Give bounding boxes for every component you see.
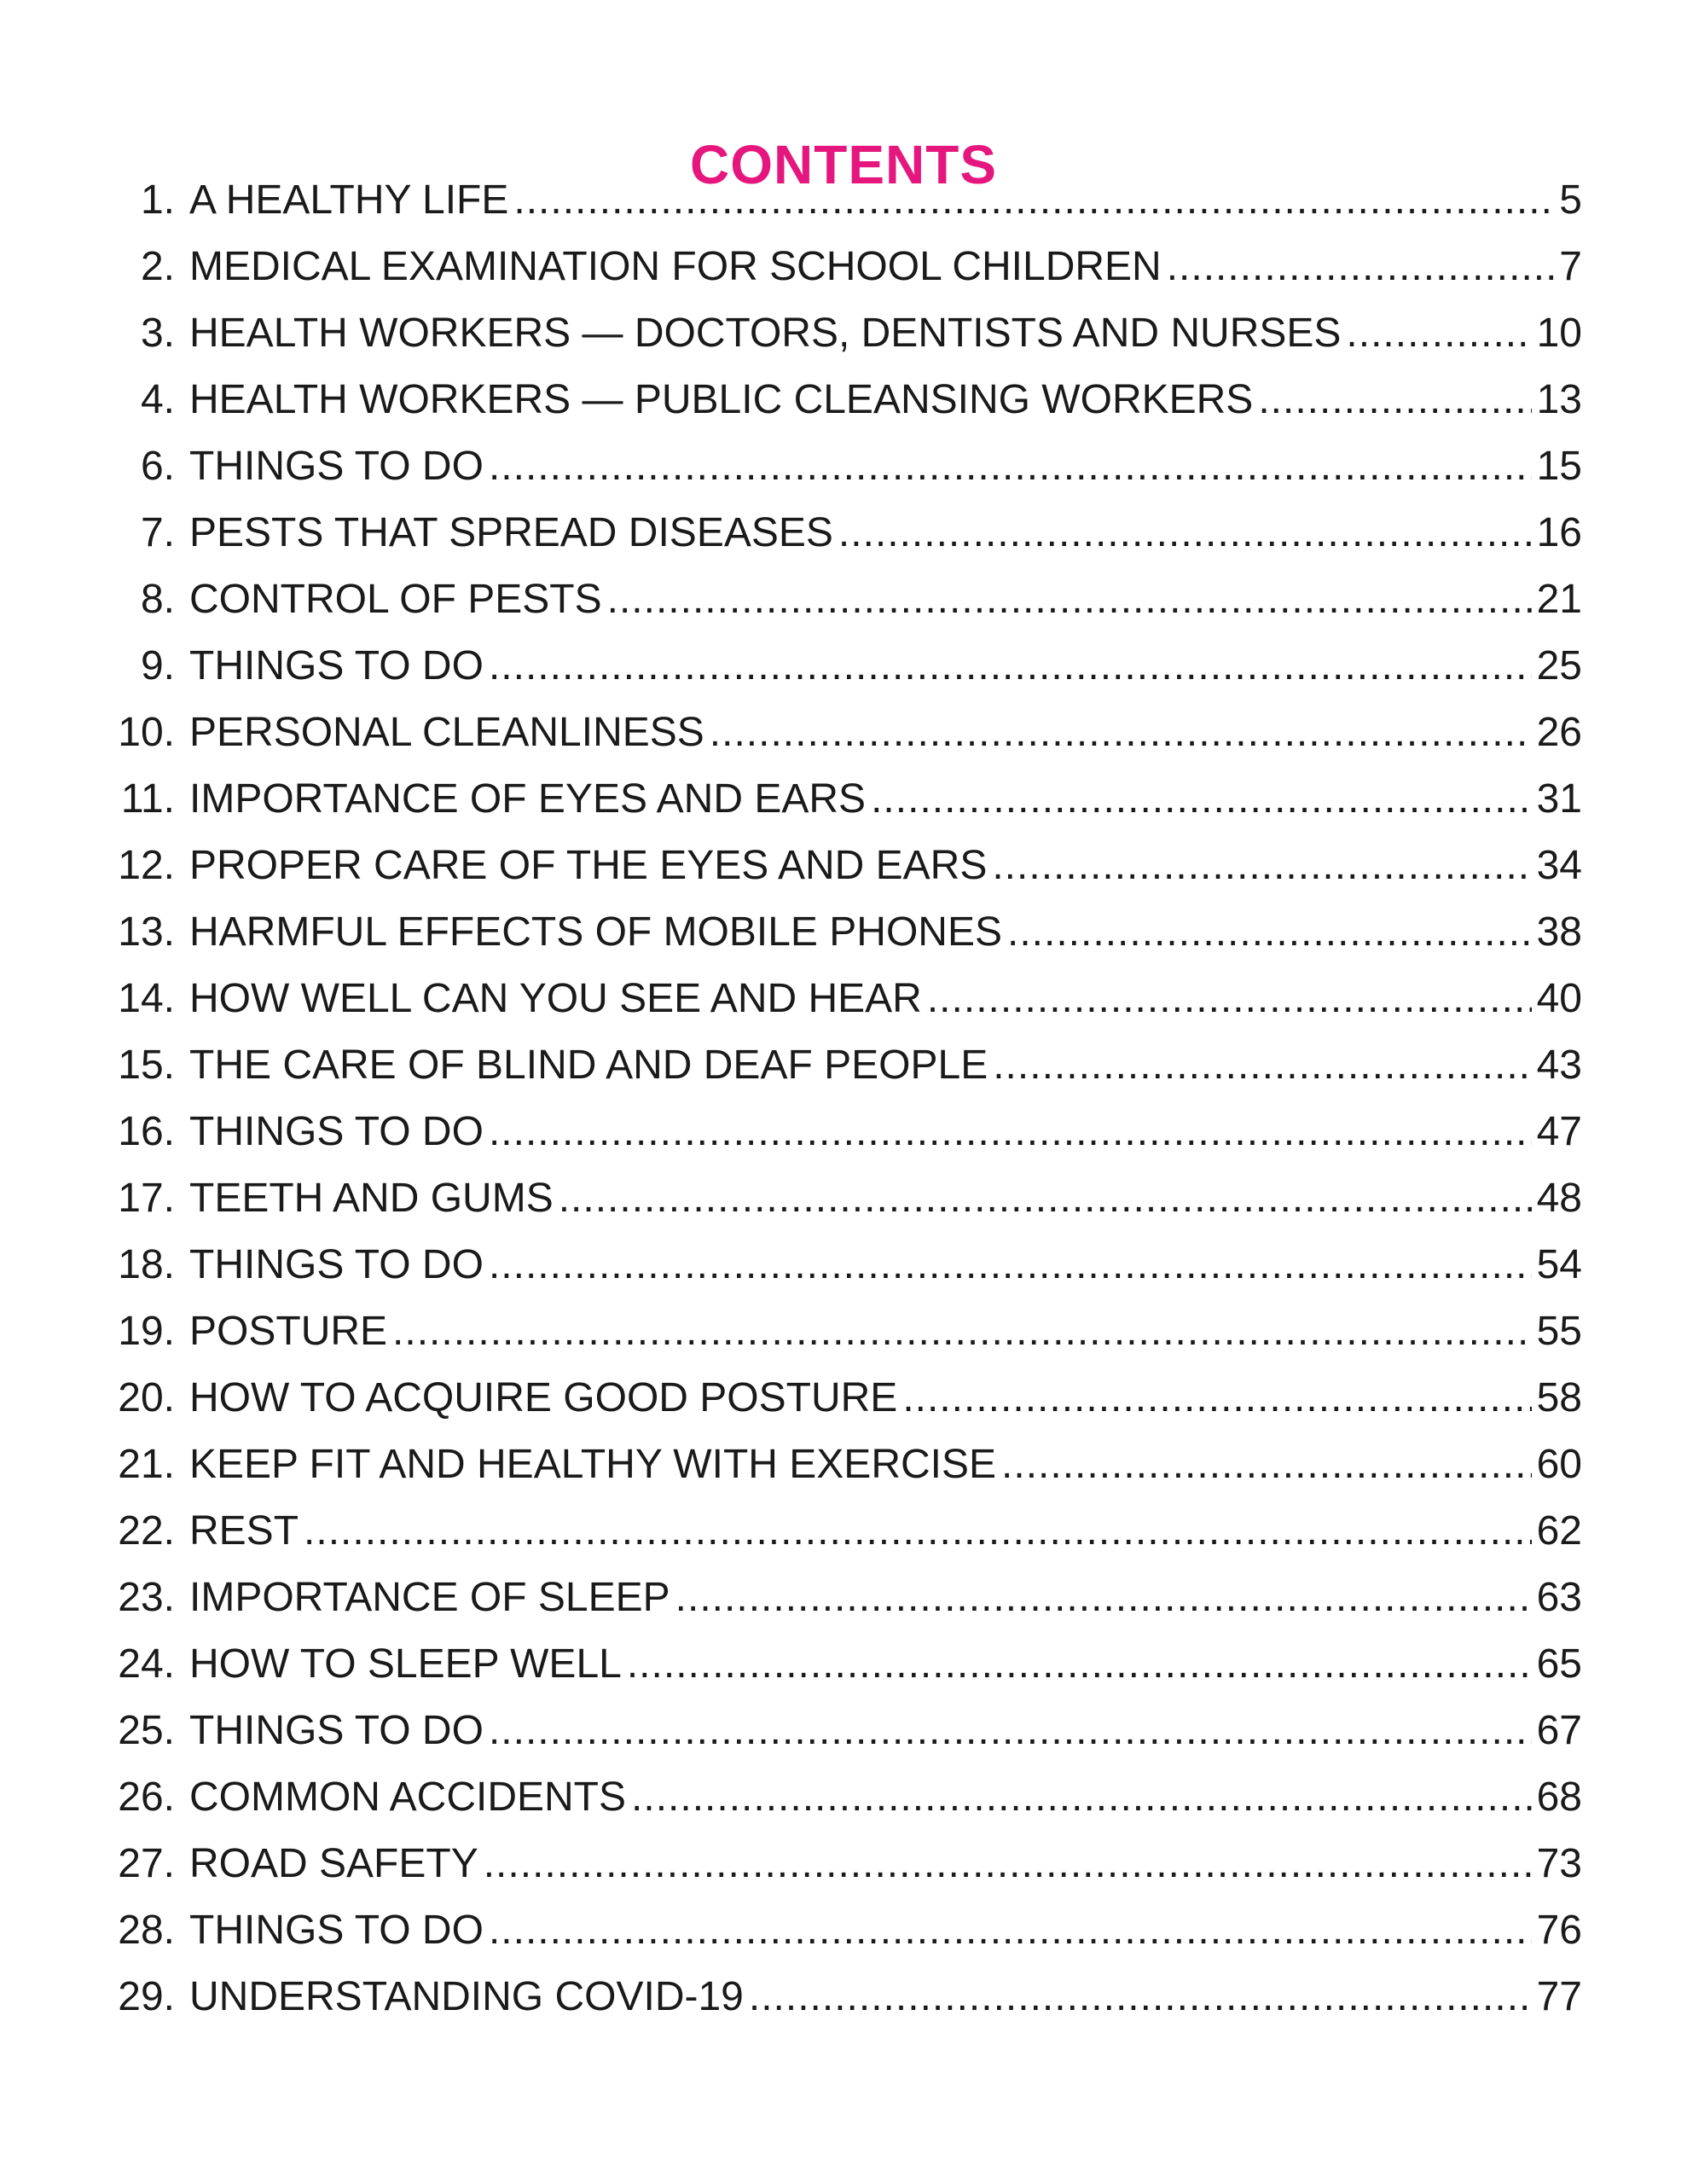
toc-entry-number: 1.: [140, 177, 175, 223]
dot-leader: [627, 1631, 1532, 1698]
toc-entry-number: 23.: [118, 1575, 175, 1620]
toc-entry-number: 2.: [140, 244, 175, 289]
dot-leader: [1167, 234, 1555, 300]
toc-entry[interactable]: [94, 966, 1582, 1032]
toc-entry-page-number: 68: [1536, 1774, 1582, 1820]
toc-entry[interactable]: [94, 1298, 1582, 1365]
toc-entry[interactable]: [94, 167, 1582, 234]
dot-leader: [392, 1298, 1532, 1365]
toc-entry[interactable]: [94, 1498, 1582, 1565]
toc-entry-number: 3.: [140, 311, 175, 356]
toc-entry[interactable]: [94, 300, 1582, 367]
toc-entry-title: TEETH AND GUMS: [189, 1176, 554, 1221]
toc-entry-page-number: 34: [1536, 843, 1582, 888]
toc-entry-number: 25.: [118, 1708, 175, 1753]
toc-entry-number: 20.: [118, 1375, 175, 1420]
dot-leader: [513, 167, 1554, 234]
toc-entry-number: 14.: [118, 976, 175, 1021]
toc-entry-title: REST: [189, 1508, 299, 1554]
toc-entry-number: 27.: [118, 1841, 175, 1886]
toc-entry-title: THINGS TO DO: [189, 1908, 484, 1953]
toc-entry-title: HOW WELL CAN YOU SEE AND HEAR: [189, 976, 922, 1021]
toc-entry[interactable]: [94, 1764, 1582, 1831]
dot-leader: [1346, 300, 1531, 367]
toc-entry-title: HOW TO ACQUIRE GOOD POSTURE: [189, 1375, 898, 1420]
toc-entry-title: THINGS TO DO: [189, 643, 484, 688]
dot-leader: [631, 1764, 1532, 1831]
dot-leader: [489, 1897, 1532, 1964]
toc-entry[interactable]: [94, 1897, 1582, 1964]
toc-entry-page-number: 54: [1536, 1242, 1582, 1287]
toc-entry-number: 16.: [118, 1109, 175, 1154]
toc-entry[interactable]: [94, 1032, 1582, 1099]
dot-leader: [927, 966, 1532, 1032]
dot-leader: [489, 433, 1532, 500]
toc-entry[interactable]: [94, 1565, 1582, 1631]
dot-leader: [675, 1565, 1532, 1631]
toc-entry-number: 15.: [118, 1043, 175, 1088]
toc-entry-number: 28.: [118, 1908, 175, 1953]
toc-entry-number: 13.: [118, 909, 175, 955]
dot-leader: [607, 566, 1532, 633]
toc-entry-number: 8.: [140, 577, 175, 622]
table-of-contents: [94, 167, 1582, 2030]
toc-entry-number: 22.: [118, 1508, 175, 1554]
toc-entry-title: THINGS TO DO: [189, 444, 484, 489]
toc-entry-title: A HEALTHY LIFE: [189, 177, 509, 223]
toc-entry[interactable]: [94, 766, 1582, 833]
dot-leader: [749, 1964, 1532, 2030]
toc-entry-page-number: 10: [1536, 311, 1582, 356]
dot-leader: [871, 766, 1532, 833]
toc-entry-page-number: 26: [1536, 710, 1582, 755]
dot-leader: [559, 1165, 1532, 1232]
toc-entry-number: 9.: [140, 643, 175, 688]
toc-entry-number: 17.: [118, 1176, 175, 1221]
toc-entry-title: HEALTH WORKERS — PUBLIC CLEANSING WORKERS: [189, 377, 1254, 422]
toc-entry-title: IMPORTANCE OF SLEEP: [189, 1575, 670, 1620]
toc-entry[interactable]: [94, 1432, 1582, 1498]
dot-leader: [304, 1498, 1532, 1565]
toc-entry-page-number: 15: [1536, 444, 1582, 489]
dot-leader: [838, 500, 1532, 566]
dot-leader: [489, 1099, 1532, 1165]
dot-leader: [489, 633, 1532, 700]
toc-entry-page-number: 55: [1536, 1309, 1582, 1354]
toc-entry-page-number: 65: [1536, 1641, 1582, 1687]
toc-entry-page-number: 60: [1536, 1442, 1582, 1487]
toc-entry[interactable]: [94, 367, 1582, 433]
toc-entry[interactable]: [94, 234, 1582, 300]
toc-entry-page-number: 21: [1536, 577, 1582, 622]
toc-entry-number: 7.: [140, 510, 175, 555]
toc-entry-number: 18.: [118, 1242, 175, 1287]
toc-entry[interactable]: [94, 1099, 1582, 1165]
toc-entry[interactable]: [94, 833, 1582, 899]
toc-entry-page-number: 77: [1536, 1974, 1582, 2019]
toc-entry-number: 21.: [118, 1442, 175, 1487]
toc-entry-page-number: 58: [1536, 1375, 1582, 1420]
dot-leader: [992, 833, 1531, 899]
dot-leader: [484, 1831, 1532, 1897]
toc-entry[interactable]: [94, 1698, 1582, 1764]
toc-entry-title: HOW TO SLEEP WELL: [189, 1641, 622, 1687]
toc-entry[interactable]: [94, 566, 1582, 633]
page-title: CONTENTS: [690, 133, 997, 195]
toc-entry-title: ROAD SAFETY: [189, 1841, 478, 1886]
toc-entry[interactable]: [94, 700, 1582, 766]
toc-entry-number: 10.: [118, 710, 175, 755]
toc-entry[interactable]: [94, 1365, 1582, 1432]
toc-entry-page-number: 47: [1536, 1109, 1582, 1154]
toc-entry-page-number: 13: [1536, 377, 1582, 422]
toc-entry-page-number: 43: [1536, 1043, 1582, 1088]
toc-entry-page-number: 40: [1536, 976, 1582, 1021]
toc-entry-page-number: 25: [1536, 643, 1582, 688]
toc-entry-page-number: 67: [1536, 1708, 1582, 1753]
toc-entry-page-number: 38: [1536, 909, 1582, 955]
toc-entry-number: 29.: [118, 1974, 175, 2019]
toc-entry-page-number: 5: [1559, 177, 1582, 223]
toc-entry-title: HARMFUL EFFECTS OF MOBILE PHONES: [189, 909, 1002, 955]
toc-entry-title: COMMON ACCIDENTS: [189, 1774, 627, 1820]
dot-leader: [902, 1365, 1531, 1432]
toc-entry[interactable]: [94, 1631, 1582, 1698]
toc-entry-title: THINGS TO DO: [189, 1109, 484, 1154]
dot-leader: [1001, 1432, 1532, 1498]
toc-entry-number: 19.: [118, 1309, 175, 1354]
toc-entry[interactable]: [94, 1232, 1582, 1298]
toc-entry-page-number: 63: [1536, 1575, 1582, 1620]
toc-entry-title: THINGS TO DO: [189, 1708, 484, 1753]
toc-entry-title: HEALTH WORKERS — DOCTORS, DENTISTS AND NURSES: [189, 311, 1342, 356]
toc-entry-title: MEDICAL EXAMINATION FOR SCHOOL CHILDREN: [189, 244, 1162, 289]
toc-entry[interactable]: [94, 899, 1582, 966]
toc-entry-page-number: 76: [1536, 1908, 1582, 1953]
dot-leader: [489, 1232, 1532, 1298]
toc-entry-page-number: 16: [1536, 510, 1582, 555]
toc-entry-title: PESTS THAT SPREAD DISEASES: [189, 510, 833, 555]
dot-leader: [1258, 367, 1531, 433]
toc-entry-title: CONTROL OF PESTS: [189, 577, 602, 622]
toc-entry-title: PROPER CARE OF THE EYES AND EARS: [189, 843, 988, 888]
toc-entry-page-number: 73: [1536, 1841, 1582, 1886]
toc-entry-title: THE CARE OF BLIND AND DEAF PEOPLE: [189, 1043, 988, 1088]
toc-entry-title: UNDERSTANDING COVID-19: [189, 1974, 744, 2019]
dot-leader: [1007, 899, 1532, 966]
toc-entry[interactable]: [94, 500, 1582, 566]
toc-entry[interactable]: [94, 1964, 1582, 2030]
toc-entry-page-number: 7: [1559, 244, 1582, 289]
toc-entry[interactable]: [94, 1165, 1582, 1232]
dot-leader: [710, 700, 1532, 766]
toc-entry-title: IMPORTANCE OF EYES AND EARS: [189, 776, 867, 822]
toc-entry-title: THINGS TO DO: [189, 1242, 484, 1287]
toc-entry-title: KEEP FIT AND HEALTHY WITH EXERCISE: [189, 1442, 997, 1487]
toc-entry-page-number: 62: [1536, 1508, 1582, 1554]
toc-entry-number: 26.: [118, 1774, 175, 1820]
toc-entry[interactable]: [94, 1831, 1582, 1897]
toc-entry-number: 12.: [118, 843, 175, 888]
toc-entry-title: POSTURE: [189, 1309, 388, 1354]
toc-entry-title: PERSONAL CLEANLINESS: [189, 710, 704, 755]
toc-entry-page-number: 48: [1536, 1176, 1582, 1221]
toc-entry[interactable]: [94, 433, 1582, 500]
toc-entry-number: 6.: [140, 444, 175, 489]
dot-leader: [489, 1698, 1532, 1764]
toc-entry[interactable]: [94, 633, 1582, 700]
toc-entry-number: 4.: [140, 377, 175, 422]
toc-entry-page-number: 31: [1536, 776, 1582, 822]
toc-entry-number: 24.: [118, 1641, 175, 1687]
dot-leader: [993, 1032, 1531, 1099]
toc-entry-number: 11.: [120, 776, 175, 822]
